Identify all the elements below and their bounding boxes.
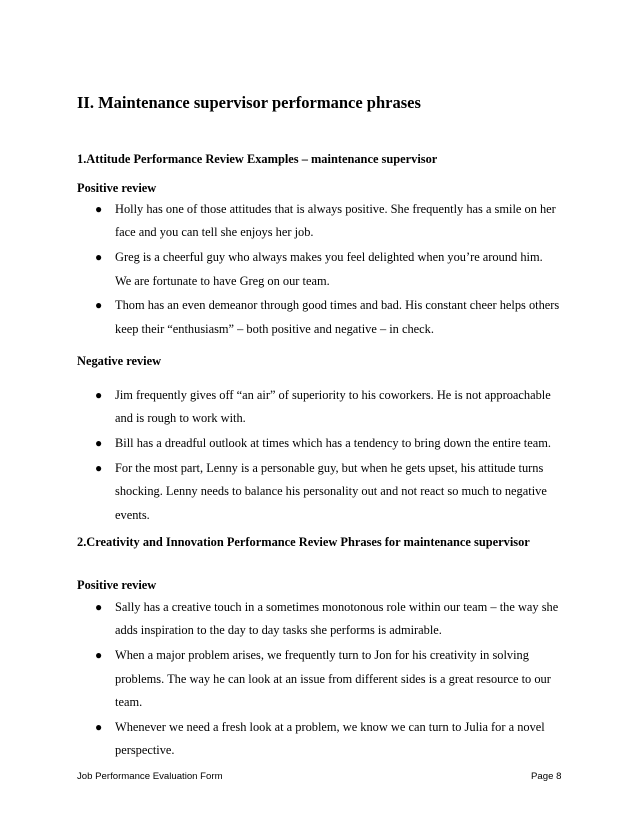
bullet-dot-icon: ● [95, 388, 103, 402]
list-item [0, 294, 560, 341]
list-item-text: For the most part, Lenny is a personable guy, but when he gets upset, his attitude turns shocking. Lenny needs to balance his personality out and not react so much to negative events. [115, 461, 547, 522]
list-item [0, 198, 560, 245]
list-item [0, 716, 560, 763]
list-item-text: Whenever we need a fresh look at a problem, we know we can turn to Julia for a novel perspective. [115, 719, 545, 758]
footer-form-title: Job Performance Evaluation Form [77, 771, 223, 782]
list-item-text: Sally has a creative touch in a sometimes monotonous role within our team – the way she adds inspiration to the day to day tasks she performs is admirable. [115, 600, 559, 638]
bullet-dot-icon: ● [95, 250, 103, 265]
bullet-dot-icon: ● [95, 298, 103, 313]
section-2-positive-label: Positive review [77, 578, 157, 592]
section-2-title: 2.Creativity and Innovation Performance Review Phrases for maintenance supervisor [77, 535, 530, 549]
section-1-positive-label: Positive review [77, 181, 157, 195]
list-item [0, 644, 560, 714]
section-1-negative-label: Negative review [77, 354, 162, 368]
bullet-dot-icon: ● [95, 461, 103, 475]
section-1-positive-list [0, 198, 638, 343]
list-item-text: Holly has one of those attitudes that is always positive. She frequently has a smile on her face and you can tell she enjoys her job. [115, 202, 556, 240]
section-2-positive-list [0, 596, 638, 764]
section-1-title: 1.Attitude Performance Review Examples – maintenance supervisor [77, 152, 438, 166]
list-item-text: Bill has a dreadful outlook at times which has a tendency to bring down the entire team. [115, 436, 551, 451]
bullet-dot-icon: ● [95, 719, 103, 734]
list-item [0, 432, 560, 455]
page-heading: II. Maintenance supervisor performance phrases [77, 93, 421, 112]
list-item-text: Thom has an even demeanor through good times and bad. His constant cheer helps others keep their “enthusiasm” – both positive and negative – in check. [115, 298, 560, 336]
bullet-dot-icon: ● [95, 600, 103, 614]
list-item [0, 457, 560, 527]
bullet-dot-icon: ● [95, 202, 103, 216]
footer-page-number: Page 8 [531, 771, 562, 782]
list-item-text: Jim frequently gives off “an air” of superiority to his coworkers. He is not approachable and is rough to work with. [115, 388, 551, 426]
section-1-negative-list [0, 384, 638, 529]
list-item [0, 384, 560, 431]
bullet-dot-icon: ● [95, 436, 103, 451]
list-item [0, 246, 560, 293]
list-item-text: Greg is a cheerful guy who always makes you feel delighted when you’re around him. We are fortunate to have Greg on our team. [115, 250, 543, 288]
list-item-text: When a major problem arises, we frequently turn to Jon for his creativity in solving problems. The way he can look at an issue from different sides is a great resource to our team. [115, 648, 551, 710]
bullet-dot-icon: ● [95, 648, 103, 663]
list-item [0, 596, 560, 643]
